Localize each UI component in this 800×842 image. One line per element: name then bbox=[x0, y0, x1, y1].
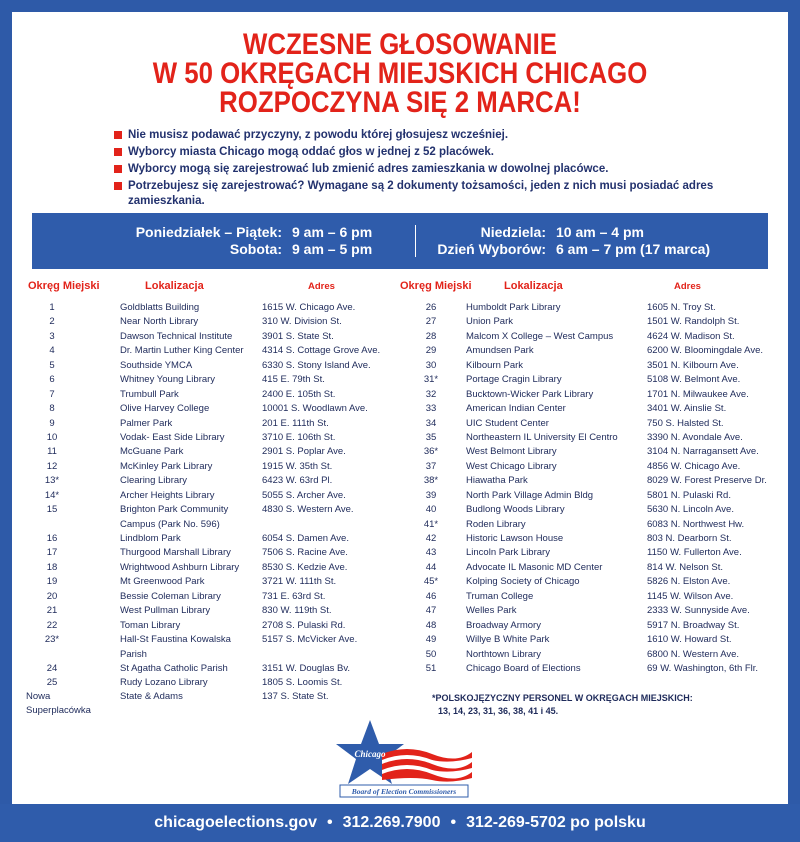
table-row bbox=[0, 489, 400, 503]
special-ward-line-1: Nowa bbox=[26, 691, 51, 702]
special-ward-line-2: Superplacówka bbox=[26, 705, 91, 717]
table-row bbox=[0, 460, 400, 474]
location-name: West Belmont Library bbox=[466, 446, 557, 458]
location-name: Humboldt Park Library bbox=[466, 302, 561, 313]
ward-number: 41* bbox=[423, 518, 439, 530]
location-address: 6200 W. Bloomingdale Ave. bbox=[647, 345, 764, 357]
hours-value: 9 am – 5 pm bbox=[292, 241, 373, 257]
location-address: 69 W. Washington, 6th Flr. bbox=[647, 662, 759, 674]
location-address: 750 S. Halsted St. bbox=[647, 417, 724, 429]
ward-number: 1 bbox=[49, 302, 55, 313]
ward-number: 11 bbox=[47, 446, 57, 458]
location-address: 5801 N. Pulaski Rd. bbox=[647, 489, 731, 501]
location-address: 6083 N. Northwest Hw. bbox=[647, 518, 745, 530]
location-name: Kolping Society of Chicago bbox=[466, 576, 580, 588]
table-row bbox=[0, 417, 400, 431]
ward-number: 10 bbox=[46, 431, 58, 443]
location-address: 2708 S. Pulaski Rd. bbox=[262, 619, 346, 631]
table-row bbox=[400, 359, 800, 373]
location-address: 1605 N. Troy St. bbox=[647, 302, 716, 313]
ward-number: 17 bbox=[46, 547, 58, 559]
left-location-table bbox=[0, 301, 400, 691]
location-address: 5157 S. McVicker Ave. bbox=[262, 634, 358, 646]
board-of-elections-logo bbox=[332, 718, 474, 800]
title-line-3: ROZPOCZYNA SIĘ 2 MARCA! bbox=[219, 86, 581, 119]
location-address: 1501 W. Randolph St. bbox=[647, 316, 740, 328]
table-row bbox=[400, 489, 800, 503]
ward-number: 37 bbox=[425, 460, 437, 472]
location-name: Thurgood Marshall Library bbox=[120, 547, 231, 559]
ward-number: 44 bbox=[425, 561, 437, 573]
table-row bbox=[0, 373, 400, 387]
table-row bbox=[0, 575, 400, 589]
table-row bbox=[400, 575, 800, 589]
location-name: Goldblatts Building bbox=[120, 302, 200, 313]
ward-number: 28 bbox=[425, 330, 437, 342]
location-name: Clearing Library bbox=[120, 475, 188, 487]
ward-number: 36* bbox=[423, 446, 439, 458]
ward-number: 19 bbox=[46, 576, 58, 588]
location-name: Southside YMCA bbox=[120, 359, 193, 371]
location-header: Lokalizacja bbox=[145, 280, 204, 292]
location-address: 3390 N. Avondale Ave. bbox=[647, 431, 743, 443]
location-name: Wrightwood Ashburn Library bbox=[120, 561, 240, 573]
separator: • bbox=[326, 814, 333, 831]
location-address: 814 W. Nelson St. bbox=[647, 561, 724, 573]
location-address: 2400 E. 105th St. bbox=[262, 388, 336, 400]
table-row bbox=[0, 330, 400, 344]
location-address: 7506 S. Racine Ave. bbox=[262, 547, 348, 559]
location-name: Trumbull Park bbox=[120, 388, 179, 400]
note-line-2: 13, 14, 23, 31, 36, 38, 41 i 45. bbox=[438, 706, 559, 716]
location-address: 8530 S. Kedzie Ave. bbox=[262, 561, 348, 573]
table-row bbox=[0, 344, 400, 358]
location-address: 1150 W. Fullerton Ave. bbox=[647, 547, 742, 559]
right-location-table bbox=[400, 301, 800, 676]
location-name: Kilbourn Park bbox=[466, 359, 524, 371]
location-name: Willye B White Park bbox=[466, 634, 550, 646]
ward-number: 42 bbox=[425, 533, 437, 544]
ward-number: 49 bbox=[425, 634, 437, 646]
hours-divider bbox=[415, 225, 416, 257]
ward-number: 26 bbox=[425, 302, 437, 313]
ward-number: 16 bbox=[46, 533, 58, 544]
location-header: Lokalizacja bbox=[504, 280, 563, 292]
location-address: 3501 N. Kilbourn Ave. bbox=[647, 359, 739, 371]
location-name: Archer Heights Library bbox=[120, 489, 215, 501]
ward-number: 30 bbox=[425, 359, 437, 371]
table-row bbox=[0, 402, 400, 416]
separator: • bbox=[450, 814, 457, 831]
logo-city-text: Chicago bbox=[354, 749, 386, 759]
ward-number: 22 bbox=[46, 619, 58, 631]
location-name: Toman Library bbox=[120, 619, 181, 631]
location-name: Welles Park bbox=[466, 605, 517, 617]
location-address: 5630 N. Lincoln Ave. bbox=[647, 504, 734, 516]
ward-number: 24 bbox=[46, 662, 58, 674]
location-name: Hiawatha Park bbox=[466, 475, 528, 487]
table-row bbox=[0, 619, 400, 633]
location-name: Olive Harvey College bbox=[120, 403, 210, 415]
ward-number: 43 bbox=[425, 547, 437, 559]
location-address: 4830 S. Western Ave. bbox=[262, 504, 354, 516]
location-name: Amundsen Park bbox=[466, 345, 534, 357]
ward-number: 35 bbox=[425, 431, 437, 443]
location-name: Bucktown-Wicker Park Library bbox=[466, 388, 594, 400]
location-address: 1701 N. Milwaukee Ave. bbox=[647, 388, 749, 400]
table-row bbox=[400, 301, 800, 315]
table-row bbox=[0, 662, 400, 676]
location-address: 1615 W. Chicago Ave. bbox=[262, 302, 356, 313]
ward-number: 9 bbox=[49, 417, 55, 429]
table-row bbox=[400, 373, 800, 387]
table-row bbox=[400, 388, 800, 402]
location-name: Advocate IL Masonic MD Center bbox=[466, 561, 603, 573]
location-name: Broadway Armory bbox=[466, 619, 541, 631]
polish-staff-note bbox=[432, 692, 693, 718]
location-name: Malcom X College – West Campus bbox=[466, 330, 614, 342]
table-row bbox=[400, 417, 800, 431]
ward-number: 4 bbox=[49, 345, 55, 357]
info-bullet: Nie musisz podawać przyczyny, z powodu której głosujesz wcześniej. bbox=[114, 128, 734, 143]
ward-number: 40 bbox=[425, 504, 437, 516]
ward-number: 18 bbox=[46, 561, 58, 573]
table-row bbox=[400, 619, 800, 633]
ward-number: 7 bbox=[49, 388, 55, 400]
page-title bbox=[0, 30, 800, 117]
location-address: 201 E. 111th St. bbox=[262, 417, 329, 429]
hours-label: Niedziela: bbox=[480, 224, 546, 240]
polish-phone-number[interactable]: 312-269-5702 po polsku bbox=[466, 814, 646, 831]
hours-banner bbox=[32, 213, 768, 269]
location-address: 4624 W. Madison St. bbox=[647, 330, 735, 342]
table-row bbox=[400, 344, 800, 358]
ward-number: 21 bbox=[46, 605, 58, 617]
location-address: 8029 W. Forest Preserve Dr. bbox=[647, 475, 767, 487]
location-address: 3710 E. 106th St. bbox=[262, 431, 336, 443]
table-row bbox=[400, 431, 800, 445]
ward-number: 8 bbox=[49, 403, 55, 415]
ward-number: 32 bbox=[425, 388, 437, 400]
table-row bbox=[400, 590, 800, 604]
location-address: 6054 S. Damen Ave. bbox=[262, 533, 349, 544]
table-row bbox=[400, 532, 800, 546]
hours-label: Dzień Wyborów: bbox=[437, 241, 546, 257]
ward-number: 38* bbox=[423, 475, 439, 487]
location-name: Rudy Lozano Library bbox=[120, 677, 208, 689]
location-name: St Agatha Catholic Parish bbox=[120, 662, 228, 674]
ward-number: 23* bbox=[44, 634, 60, 646]
location-name: Dr. Martin Luther King Center bbox=[120, 345, 244, 357]
table-row bbox=[400, 648, 800, 662]
website-link[interactable]: chicagoelections.gov bbox=[154, 814, 317, 831]
location-address: 2333 W. Sunnyside Ave. bbox=[647, 605, 750, 617]
location-address: 3104 N. Narragansett Ave. bbox=[647, 446, 759, 458]
ward-number: 39 bbox=[425, 489, 437, 501]
phone-number[interactable]: 312.269.7900 bbox=[342, 814, 441, 831]
note-line-1: *POLSKOJĘZYCZNY PERSONEL W OKRĘGACH MIEJSKICH: bbox=[432, 693, 693, 703]
ward-number: 48 bbox=[425, 619, 437, 631]
location-name: Brighton Park Community bbox=[120, 504, 229, 516]
ward-number: 34 bbox=[425, 417, 437, 429]
ward-number: 3 bbox=[49, 330, 55, 342]
table-row bbox=[0, 474, 400, 488]
location-address: 5108 W. Belmont Ave. bbox=[647, 374, 741, 386]
ward-header: Okręg Miejski bbox=[28, 280, 100, 292]
ward-number: 47 bbox=[425, 605, 437, 617]
weekday-hours bbox=[122, 224, 372, 258]
location-name: Union Park bbox=[466, 316, 513, 328]
hours-value: 10 am – 4 pm bbox=[556, 224, 644, 240]
logo-board-text: Board of Election Commissioners bbox=[351, 787, 457, 796]
table-row bbox=[400, 402, 800, 416]
location-address: 3721 W. 111th St. bbox=[262, 576, 337, 588]
ward-number: 2 bbox=[49, 316, 55, 328]
info-bullet-list bbox=[114, 128, 734, 211]
location-address: 415 E. 79th St. bbox=[262, 374, 325, 386]
location-address: 310 W. Division St. bbox=[262, 316, 342, 328]
table-row bbox=[400, 460, 800, 474]
flag-icon bbox=[382, 749, 472, 782]
location-address: 10001 S. Woodlawn Ave. bbox=[262, 403, 368, 415]
location-address: 3401 W. Ainslie St. bbox=[647, 403, 727, 415]
table-row bbox=[400, 604, 800, 618]
special-address: 137 S. State St. bbox=[262, 691, 329, 702]
ward-number: 50 bbox=[425, 648, 437, 660]
location-name: UIC Student Center bbox=[466, 417, 549, 429]
location-address: 1610 W. Howard St. bbox=[647, 634, 732, 646]
location-name: Northeastern IL University El Centro bbox=[466, 431, 618, 443]
location-name: American Indian Center bbox=[466, 403, 566, 415]
ward-number: 29 bbox=[425, 345, 437, 357]
location-address: 2901 S. Poplar Ave. bbox=[262, 446, 346, 458]
table-row bbox=[400, 315, 800, 329]
table-row bbox=[0, 388, 400, 402]
special-location-row bbox=[0, 690, 400, 719]
location-name: Hall-St Faustina Kowalska bbox=[120, 634, 231, 646]
location-name: Mt Greenwood Park bbox=[120, 576, 205, 588]
table-row bbox=[400, 662, 800, 676]
ward-number: 33 bbox=[425, 403, 437, 415]
location-address: 4856 W. Chicago Ave. bbox=[647, 460, 741, 472]
address-header: Adres bbox=[308, 281, 335, 292]
ward-number: 6 bbox=[49, 374, 55, 386]
ward-number: 46 bbox=[425, 590, 437, 602]
location-address: 5055 S. Archer Ave. bbox=[262, 489, 346, 501]
location-name: Portage Cragin Library bbox=[466, 374, 562, 386]
location-address: 6330 S. Stony Island Ave. bbox=[262, 359, 371, 371]
contact-footer bbox=[0, 804, 800, 842]
location-name: Lincoln Park Library bbox=[466, 547, 550, 559]
location-name: Truman College bbox=[466, 590, 534, 602]
info-bullet: Potrzebujesz się zarejestrować? Wymagane są 2 dokumenty tożsamości, jeden z nich musi posiadać adres zamieszkania. bbox=[114, 179, 734, 209]
location-name: Vodak- East Side Library bbox=[120, 431, 225, 443]
ward-header: Okręg Miejski bbox=[400, 280, 472, 292]
table-row bbox=[0, 546, 400, 560]
location-address: 1915 W. 35th St. bbox=[262, 460, 333, 472]
location-name: Near North Library bbox=[120, 316, 199, 328]
location-address: 6800 N. Western Ave. bbox=[647, 648, 740, 660]
location-name: McGuane Park bbox=[120, 446, 184, 458]
ward-number: 25 bbox=[46, 677, 58, 689]
location-address: 6423 W. 63rd Pl. bbox=[262, 475, 333, 487]
table-row bbox=[400, 474, 800, 488]
table-row bbox=[0, 648, 400, 662]
table-row bbox=[0, 590, 400, 604]
hours-value: 6 am – 7 pm (17 marca) bbox=[556, 241, 711, 257]
table-row bbox=[400, 561, 800, 575]
location-address: 1805 S. Loomis St. bbox=[262, 677, 343, 689]
weekend-hours bbox=[432, 224, 710, 258]
location-name: Budlong Woods Library bbox=[466, 504, 565, 516]
ward-number: 27 bbox=[425, 316, 437, 328]
table-row bbox=[400, 503, 800, 517]
ward-number: 5 bbox=[49, 359, 55, 371]
ward-number: 15 bbox=[46, 504, 58, 516]
table-row bbox=[0, 633, 400, 647]
location-name: Northtown Library bbox=[466, 648, 541, 660]
info-bullet: Wyborcy mogą się zarejestrować lub zmienić adres zamieszkania w dowolnej placówce. bbox=[114, 162, 734, 177]
location-name: Dawson Technical Institute bbox=[120, 330, 233, 342]
table-row bbox=[0, 676, 400, 690]
location-name: McKinley Park Library bbox=[120, 460, 213, 472]
ward-number: 12 bbox=[46, 460, 58, 472]
ward-number: 14* bbox=[44, 489, 60, 501]
table-row bbox=[400, 633, 800, 647]
info-bullet: Wyborcy miasta Chicago mogą oddać głos w jednej z 52 placówek. bbox=[114, 145, 734, 160]
table-row bbox=[0, 301, 400, 315]
location-name: Roden Library bbox=[466, 518, 526, 530]
address-header: Adres bbox=[674, 281, 701, 292]
location-address: 5917 N. Broadway St. bbox=[647, 619, 740, 631]
location-name: Chicago Board of Elections bbox=[466, 662, 581, 674]
table-row bbox=[0, 359, 400, 373]
table-row bbox=[400, 445, 800, 459]
hours-label: Poniedziałek – Piątek: bbox=[135, 224, 282, 240]
location-name: West Pullman Library bbox=[120, 605, 211, 617]
location-address: 3901 S. State St. bbox=[262, 330, 334, 342]
location-address: 803 N. Dearborn St. bbox=[647, 533, 732, 544]
location-name: Historic Lawson House bbox=[466, 533, 564, 544]
location-address: 4314 S. Cottage Grove Ave. bbox=[262, 345, 381, 357]
location-name: Campus (Park No. 596) bbox=[120, 518, 220, 530]
location-address: 5826 N. Elston Ave. bbox=[647, 576, 731, 588]
table-row bbox=[0, 503, 400, 517]
special-location: State & Adams bbox=[120, 691, 183, 702]
title-line-1: WCZESNE GŁOSOWANIE bbox=[243, 28, 557, 61]
table-row bbox=[400, 546, 800, 560]
ward-number: 45* bbox=[423, 576, 439, 588]
location-name: Parish bbox=[120, 648, 147, 660]
location-address: 3151 W. Douglas Bv. bbox=[262, 662, 351, 674]
ward-number: 20 bbox=[46, 590, 58, 602]
location-name: West Chicago Library bbox=[466, 460, 557, 472]
ward-number: 51 bbox=[425, 662, 437, 674]
table-row bbox=[0, 561, 400, 575]
location-name: Palmer Park bbox=[120, 417, 173, 429]
table-row bbox=[400, 518, 800, 532]
table-row bbox=[400, 330, 800, 344]
title-line-2: W 50 OKRĘGACH MIEJSKICH CHICAGO bbox=[152, 57, 648, 90]
location-name: Whitney Young Library bbox=[120, 374, 216, 386]
hours-label: Sobota: bbox=[229, 241, 282, 257]
ward-number: 31* bbox=[423, 374, 439, 386]
location-name: Bessie Coleman Library bbox=[120, 590, 221, 602]
location-name: North Park Village Admin Bldg bbox=[466, 489, 594, 501]
hours-value: 9 am – 6 pm bbox=[292, 224, 373, 240]
table-row bbox=[0, 518, 400, 532]
table-row bbox=[0, 431, 400, 445]
table-row bbox=[0, 445, 400, 459]
table-row bbox=[0, 532, 400, 546]
location-address: 830 W. 119th St. bbox=[262, 605, 332, 617]
ward-number: 13* bbox=[44, 475, 60, 487]
table-row bbox=[0, 604, 400, 618]
location-name: Lindblom Park bbox=[120, 533, 181, 544]
table-row bbox=[0, 315, 400, 329]
location-address: 1145 W. Wilson Ave. bbox=[647, 590, 734, 602]
location-address: 731 E. 63rd St. bbox=[262, 590, 326, 602]
